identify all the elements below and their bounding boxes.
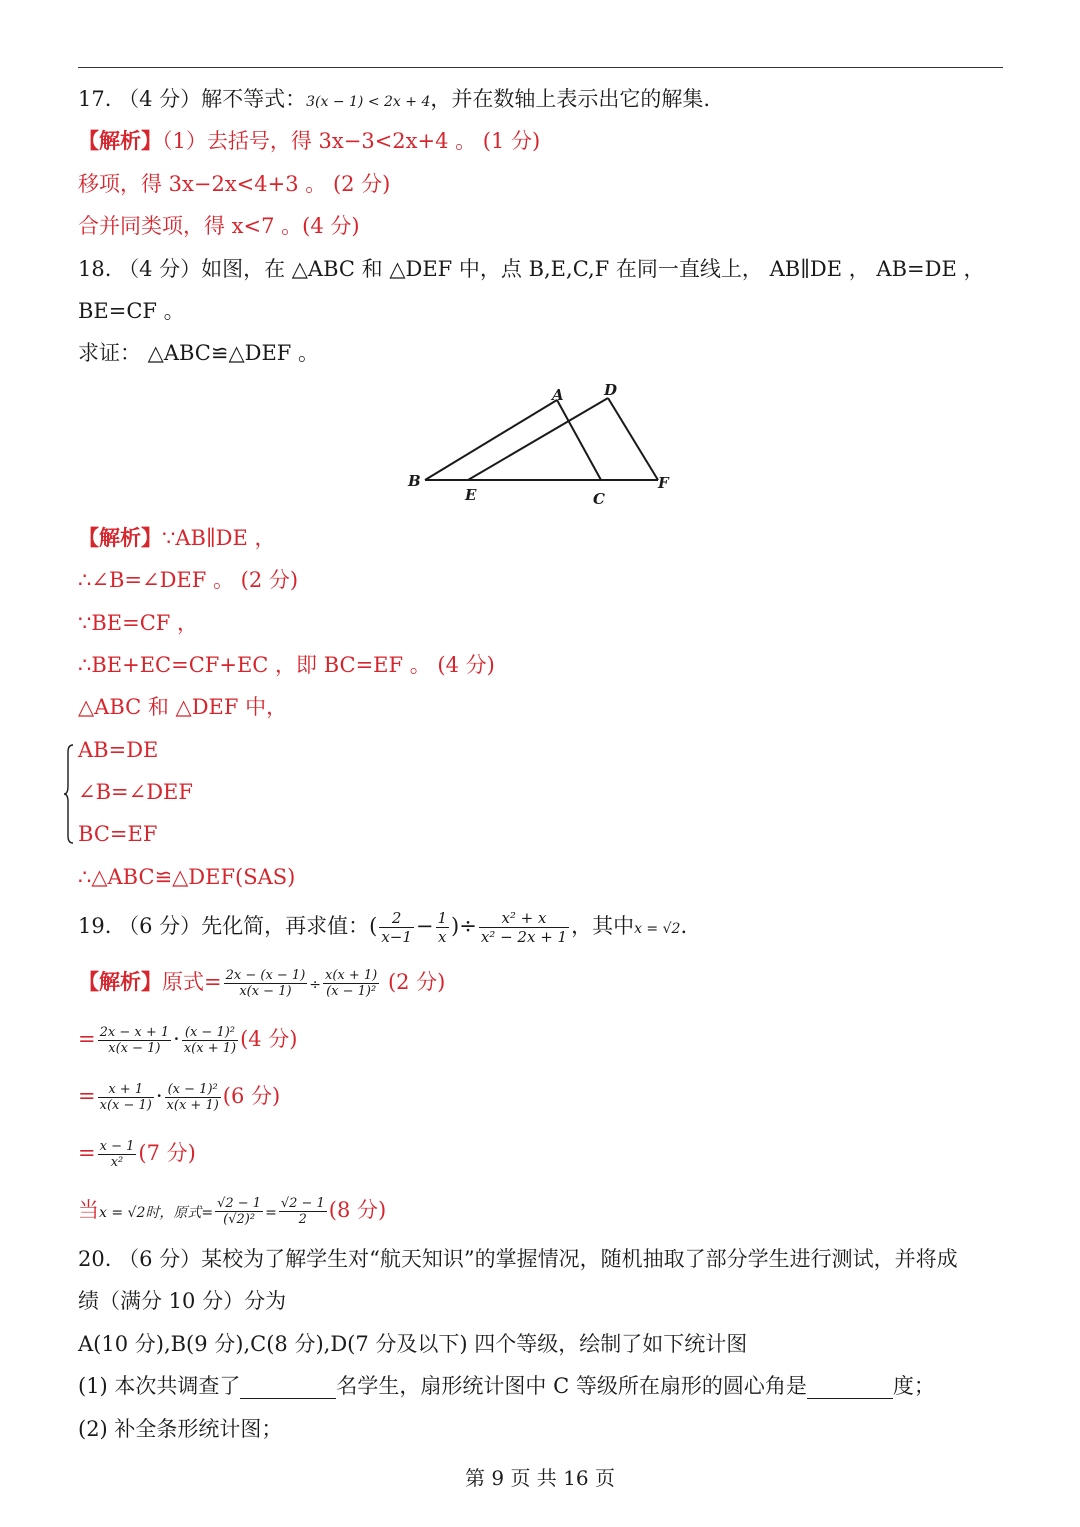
q19-r2: = $\frac{2x - x + 1}{x(x - 1)}$ · $\frac{\text{(x − 1)²}}{x(x + 1)}$ (4 分) (78, 1025, 298, 1056)
q17-stem: 17. （4 分）解不等式：3(x − 1) < 2x + 4，并在数轴上表示出它的解集. (78, 87, 711, 111)
answer-blank-angle[interactable] (807, 1378, 893, 1399)
label-b: B (408, 472, 421, 490)
label-d: D (604, 381, 618, 399)
q18-b2: ∠B=∠DEF (78, 780, 193, 804)
q18-s1: 【解析】∵AB∥DE ， (78, 525, 276, 550)
q18-s4: ∴BE+EC=CF+EC ，即 BC=EF 。 (4 分) (78, 653, 495, 677)
q17-step3: 合并同类项，得 x<7 。(4 分) (78, 214, 360, 238)
q20-line3: A(10 分),B(9 分),C(8 分),D(7 分及以下) 四个等级，绘制了如下统计图 (78, 1332, 748, 1356)
q20-line1: 20. （6 分）某校为了解学生对“航天知识”的掌握情况，随机抽取了部分学生进行测试，并将成 (78, 1247, 958, 1271)
q17-step1: 【解析】（1）去括号，得 3x−3<2x+4 。 (1 分) (78, 128, 541, 153)
brace-symbol (64, 744, 74, 844)
q20-part2: (2) 补全条形统计图； (78, 1417, 283, 1441)
q18-b1: AB=DE (78, 738, 159, 762)
answer-blank-count[interactable] (240, 1378, 336, 1399)
q19-r1: 【解析】原式= $\frac{2x - (x - 1)}{x(x - 1)}$ ÷ $\frac{x(x + 1)}{\text{(x − 1)²}}$ (2 分) (78, 968, 446, 999)
label-c: C (593, 490, 605, 508)
segment-de (468, 398, 608, 480)
q19-r5: 当x = √2时，原式= $\frac{√2 - 1}{\text{(√2)²}}$ = $\frac{√2 - 1}{2}$ (8 分) (78, 1196, 387, 1227)
segment-ac (557, 400, 601, 480)
q18-stem-line1: 18. （4 分）如图，在 △ABC 和 △DEF 中，点 B,E,C,F 在同一直线上， AB∥DE ， AB=DE ， (78, 257, 985, 281)
label-f: F (658, 474, 669, 492)
label-e: E (465, 486, 477, 504)
q18-s2: ∴∠B=∠DEF 。 (2 分) (78, 568, 299, 592)
label-a: A (552, 386, 564, 404)
page-footer: 第 9 页 共 16 页 (465, 1466, 615, 1490)
q19-r4: = $\frac{x - 1}{\text{x²}}$ (7 分) (78, 1139, 196, 1170)
q20-part1: (1) 本次共调查了 名学生，扇形统计图中 C 等级所在扇形的圆心角是 度； (78, 1374, 935, 1398)
q17-step2: 移项，得 3x−2x<4+3 。 (2 分) (78, 172, 391, 196)
segment-df (608, 398, 658, 480)
q19-stem: 19. （6 分）先化简，再求值：( $\frac{2}{x-1}$ − $\frac{1}{x}$ )÷ $\frac{\text{x² + x}}{\text{x² − 2x + 1}}$ ，其中x = √2. (78, 909, 688, 946)
header-rule (78, 67, 1003, 68)
q18-b3: BC=EF (78, 822, 158, 846)
q18-s6: ∴△ABC≌△DEF(SAS) (78, 865, 296, 889)
q20-line2: 绩（满分 10 分）分为 (78, 1289, 287, 1313)
q18-prove: 求证： △ABC≌△DEF 。 (78, 341, 320, 365)
triangle-figure (400, 378, 680, 513)
q18-s5: △ABC 和 △DEF 中， (78, 695, 288, 719)
q18-s3: ∵BE=CF ， (78, 611, 199, 635)
q19-r3: = $\frac{x + 1}{x(x - 1)}$ · $\frac{\text{(x − 1)²}}{x(x + 1)}$ (6 分) (78, 1082, 281, 1113)
q18-stem-line2: BE=CF 。 (78, 299, 185, 323)
